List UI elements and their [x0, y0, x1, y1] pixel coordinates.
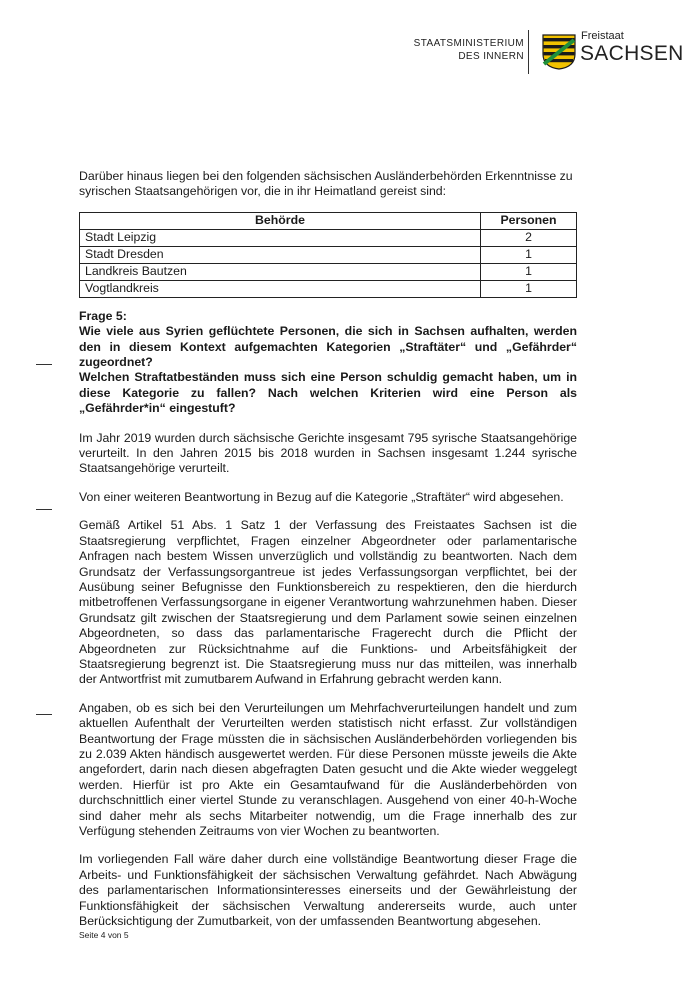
cell-persons: 1: [481, 246, 577, 263]
question-heading: Frage 5:: [79, 308, 127, 323]
cell-persons: 1: [481, 280, 577, 297]
answer-paragraph: Im Jahr 2019 wurden durch sächsische Gerichte insgesamt 795 syrische Staatsangehörige verurteilt. In den Jahren 2015 bis 2018 wurden in Sachsen insgesamt 1.244 syrische Staatsangehörige verurteilt.: [79, 430, 577, 476]
logo-sachsen: SACHSEN: [580, 42, 684, 65]
cell-authority: Landkreis Bautzen: [80, 263, 481, 280]
answer-paragraph: Angaben, ob es sich bei den Verurteilungen um Mehrfachverurteilungen handelt und zum aktuellen Aufenthalt der Verurteilten werden statistisch nicht erfasst. Zur vollständigen Beantwortung der Frage müssten die in sächsischen Ausländerbehörden vorliegenden bis zu 2.039 Akten händisch ausgewertet werden. Für diese Personen müsste jeweils die Akte angefordert, darin nach diesen abgefragten Daten gesucht und die Akte wieder weggelegt werden. Hierfür ist pro Akte ein Gesamtaufwand für die Ausländerbehörden von durchschnittlich einer viertel Stunde zu veranschlagen. Ausgehend von einer 40-h-Woche sind daher mehr als sechs Mitarbeiter notwendig, um die Frage innerhalb des zur Verfügung stehenden Zeitraums von vier Wochen zu beantworten.: [79, 700, 577, 838]
table-row: [80, 246, 577, 263]
answer-paragraph: Gemäß Artikel 51 Abs. 1 Satz 1 der Verfassung des Freistaates Sachsen ist die Staatsregierung verpflichtet, Fragen einzelner Abgeordneter oder parlamentarische Anfragen nach bestem Wissen unverzüglich und vollständig zu beantworten. Nach dem Grundsatz der Verfassungsorgantreue ist jedes Verfassungsorgan verpflichtet, bei der Ausübung seiner Befugnisse den Funktionsbereich zu respektieren, den die hierdurch mitbetroffenen Verfassungsorgane in eigener Verantwortung wahrzunehmen haben. Dieser Grundsatz gilt zwischen der Staatsregierung und dem Parlament sowie seinen einzelnen Abgeordneten, so dass das parlamentarische Fragerecht durch die Pflicht der Abgeordneten zur Rücksichtnahme auf die Funktions- und Arbeitsfähigkeit der Staatsregierung begrenzt ist. Die Staatsregierung muss nur das mitteilen, was innerhalb der Antwortfrist mit zumutbarem Aufwand in Erfahrung gebracht werden kann.: [79, 518, 577, 687]
margin-mark: [36, 364, 52, 365]
table-row: [80, 280, 577, 297]
question-block: [79, 309, 577, 417]
authority-table: [79, 212, 577, 298]
cell-persons: 2: [481, 229, 577, 246]
ministry-line-2: DES INNERN: [458, 51, 524, 62]
margin-mark: [36, 509, 52, 510]
cell-authority: Vogtlandkreis: [80, 280, 481, 297]
saxony-coat-of-arms-icon: [542, 34, 576, 70]
question-text-1: Wie viele aus Syrien geflüchtete Personen, die sich in Sachsen aufhalten, werden den in diesem Kontext aufgemachten Kategorien „Straftäter“ und „Gefährder“ zugeordnet?: [79, 324, 577, 370]
table-header-row: [80, 212, 577, 229]
column-header-authority: Behörde: [80, 212, 481, 229]
answer-paragraph: Von einer weiteren Beantwortung in Bezug auf die Kategorie „Straftäter“ wird abgesehen.: [79, 489, 564, 504]
cell-authority: Stadt Leipzig: [80, 229, 481, 246]
answer-paragraph: Im vorliegenden Fall wäre daher durch eine vollständige Beantwortung dieser Frage die Arbeits- und Funktionsfähigkeit der sächsischen Verwaltung gefährdet. Nach Abwägung des parlamentarischen Informationsinteresses einerseits und der Gewährleistung der Funktionsfähigkeit der sächsischen Verwaltung andererseits wurde, auch unter Berücksichtigung der Zumutbarkeit, von der umfassenden Beantwortung abgesehen.: [79, 852, 577, 929]
table-row: [80, 229, 577, 246]
margin-mark: [36, 714, 52, 715]
ministry-line-1: STAATSMINISTERIUM: [413, 38, 524, 49]
table-row: [80, 263, 577, 280]
ministry-name: [354, 37, 524, 63]
logo-freistaat: Freistaat: [581, 30, 624, 42]
cell-persons: 1: [481, 263, 577, 280]
question-text-2: Welchen Straftatbeständen muss sich eine Person schuldig gemacht haben, um in diese Kategorie zu fallen? Nach welchen Kriterien wird eine Person als „Gefährder*in“ eingestuft?: [79, 370, 577, 416]
page-number: Seite 4 von 5: [79, 930, 129, 940]
cell-authority: Stadt Dresden: [80, 246, 481, 263]
column-header-persons: Personen: [481, 212, 577, 229]
document-body: [79, 169, 577, 942]
intro-paragraph: Darüber hinaus liegen bei den folgenden sächsischen Ausländerbehörden Erkenntnisse zu syrischen Staatsangehörigen vor, die in ihr Heimatland gereist sind:: [79, 169, 573, 199]
header-divider: [528, 30, 529, 74]
